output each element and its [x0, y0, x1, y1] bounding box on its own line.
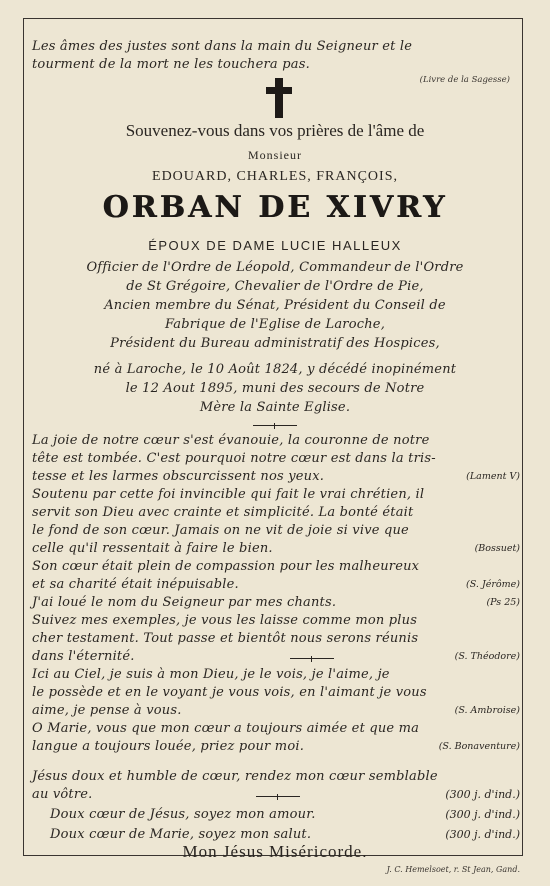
prayer-line-4: Doux cœur de Marie, soyez mon salut. — [50, 827, 312, 842]
passage-4-line-1: J'ai loué le nom du Seigneur par mes chants. — [32, 595, 337, 610]
passage-2-line-1: Soutenu par cette foi invincible qui fait le vrai chrétien, il — [32, 487, 425, 502]
passage-1-line-2: tête est tombée. C'est pourquoi notre cœur est dans la tris- — [32, 451, 436, 466]
prayer-indulgence-2: (300 j. d'ind.) — [445, 808, 520, 821]
closing-invocation: Mon Jésus Miséricorde. — [182, 842, 368, 861]
epigraph-line-1: Les âmes des justes sont dans la main du Seigneur et le — [32, 39, 413, 54]
printer-imprint: J. C. Hemelsoet, r. St Jean, Gand. — [386, 865, 520, 874]
divider — [253, 423, 297, 429]
honorific: Monsieur — [248, 148, 302, 162]
prayer-indulgence-3: (300 j. d'ind.) — [445, 828, 520, 841]
passage-1-source: (Lament V) — [466, 471, 520, 482]
passage-3-source: (S. Jérôme) — [466, 579, 520, 590]
divider — [256, 794, 300, 800]
passage-5-source: (S. Théodore) — [454, 651, 520, 662]
surname: ORBAN DE XIVRY — [102, 190, 448, 225]
passage-2-line-2: servit son Dieu avec crainte et simplicité. La bonté était — [32, 505, 414, 520]
title-line-5: Président du Bureau administratif des Hospices, — [110, 336, 440, 351]
passage-1-line-1: La joie de notre cœur s'est évanouie, la couronne de notre — [32, 433, 430, 448]
passage-6-line-1: Ici au Ciel, je suis à mon Dieu, je le vois, je l'aime, je — [32, 667, 390, 682]
passage-2-line-4: celle qu'il ressentait à faire le bien. — [32, 541, 273, 556]
passage-7-source: (S. Bonaventure) — [438, 741, 520, 752]
passage-6-line-2: le possède et en le voyant je vous vois, en l'aimant je vous — [32, 685, 427, 700]
prayer-line-2: au vôtre. — [32, 787, 93, 802]
title-line-4: Fabrique de l'Eglise de Laroche, — [164, 317, 386, 332]
epigraph-source: (Livre de la Sagesse) — [419, 75, 510, 85]
prayer-line-3: Doux cœur de Jésus, soyez mon amour. — [50, 807, 316, 822]
passage-5-line-3: dans l'éternité. — [32, 649, 135, 664]
divider — [290, 656, 334, 662]
title-line-1: Officier de l'Ordre de Léopold, Commandeur de l'Ordre — [86, 260, 464, 275]
passage-2-source: (Bossuet) — [474, 543, 520, 554]
passage-7-line-1: O Marie, vous que mon cœur a toujours aimée et que ma — [32, 721, 420, 736]
given-names: EDOUARD, CHARLES, FRANÇOIS, — [152, 169, 398, 184]
passage-5-line-1: Suivez mes exemples, je vous les laisse comme mon plus — [32, 613, 418, 628]
prayer-line-1: Jésus doux et humble de cœur, rendez mon cœur semblable — [32, 769, 438, 784]
prayer-indulgence-1: (300 j. d'ind.) — [445, 788, 520, 801]
title-line-2: de St Grégoire, Chevalier de l'Ordre de Pie, — [126, 279, 424, 294]
passage-4-source: (Ps 25) — [486, 597, 520, 608]
spouse-line: ÉPOUX DE DAME LUCIE HALLEUX — [148, 238, 402, 253]
cross-icon — [264, 78, 294, 118]
death-line-2: le 12 Aout 1895, muni des secours de Notre — [125, 381, 425, 396]
death-line-1: né à Laroche, le 10 Août 1824, y décédé inopinément — [93, 362, 457, 377]
death-line-3: Mère la Sainte Eglise. — [199, 400, 351, 415]
passage-3-line-2: et sa charité était inépuisable. — [32, 577, 239, 592]
passage-5-line-2: cher testament. Tout passe et bientôt nous serons réunis — [32, 631, 419, 646]
passage-3-line-1: Son cœur était plein de compassion pour les malheureux — [32, 559, 420, 574]
passage-1-line-3: tesse et les larmes obscurcissent nos yeux. — [32, 469, 325, 484]
epigraph-line-2: tourment de la mort ne les touchera pas. — [32, 57, 310, 72]
passage-6-source: (S. Ambroise) — [454, 705, 520, 716]
heading: Souvenez-vous dans vos prières de l'âme de — [125, 121, 425, 140]
passage-7-line-2: langue a toujours louée, priez pour moi. — [32, 739, 305, 754]
passage-2-line-3: le fond de son cœur. Jamais on ne vit de joie si vive que — [32, 523, 409, 538]
passage-6-line-3: aime, je pense à vous. — [32, 703, 182, 718]
title-line-3: Ancien membre du Sénat, Président du Conseil de — [104, 298, 446, 313]
